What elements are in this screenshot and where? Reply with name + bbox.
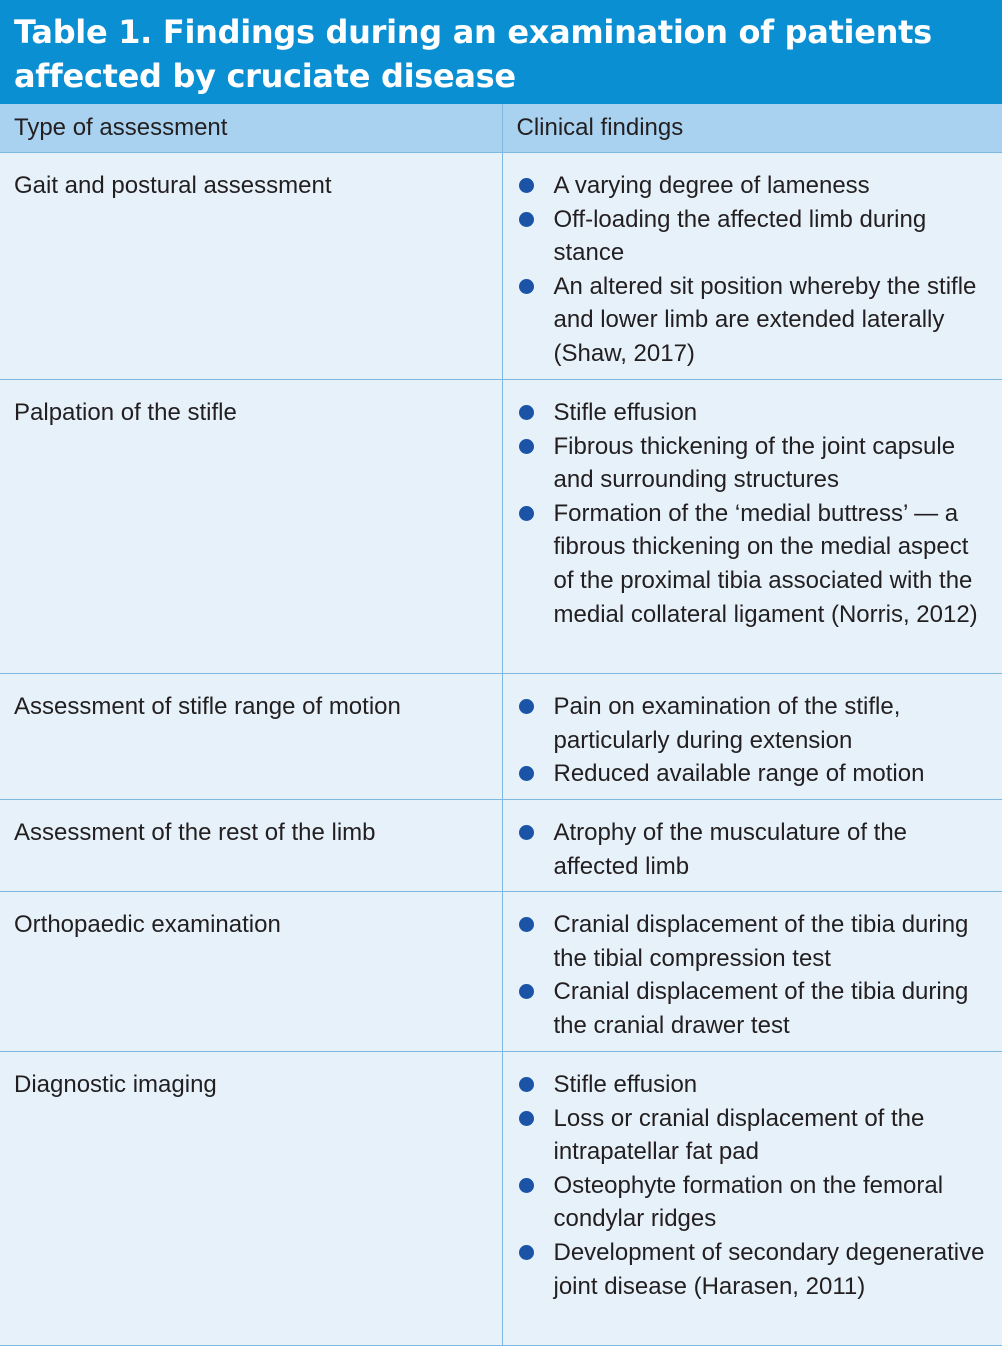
bullet-icon xyxy=(519,439,534,454)
list-item: Cranial displacement of the tibia during the cranial drawer test xyxy=(517,975,995,1042)
assessment-cell: Orthopaedic examination xyxy=(0,892,502,1052)
findings-cell xyxy=(502,800,1002,892)
table-row xyxy=(0,892,1002,1052)
bullet-icon xyxy=(519,405,534,420)
table-header-row xyxy=(0,104,1002,153)
findings-cell xyxy=(502,892,1002,1052)
assessment-cell: Assessment of stifle range of motion xyxy=(0,674,502,800)
findings-list xyxy=(517,816,995,883)
findings-list xyxy=(517,396,995,631)
table-row xyxy=(0,1052,1002,1346)
table-row xyxy=(0,380,1002,674)
assessment-cell: Gait and postural assessment xyxy=(0,153,502,380)
bullet-icon xyxy=(519,212,534,227)
findings-cell xyxy=(502,380,1002,674)
list-item: A varying degree of lameness xyxy=(517,169,995,203)
findings-cell xyxy=(502,1052,1002,1346)
findings-list xyxy=(517,1068,995,1303)
bullet-icon xyxy=(519,1077,534,1092)
list-item: Atrophy of the musculature of the affected limb xyxy=(517,816,995,883)
list-item: Reduced available range of motion xyxy=(517,757,995,791)
list-item: An altered sit position whereby the stifle and lower limb are extended laterally (Shaw, 2017) xyxy=(517,270,995,371)
assessment-cell: Diagnostic imaging xyxy=(0,1052,502,1346)
list-item: Off-loading the affected limb during stance xyxy=(517,203,995,270)
bullet-icon xyxy=(519,178,534,193)
list-item: Stifle effusion xyxy=(517,1068,995,1102)
list-item: Fibrous thickening of the joint capsule and surrounding structures xyxy=(517,430,995,497)
table-row xyxy=(0,800,1002,892)
table-title: Table 1. Findings during an examination of patients affected by cruciate disease xyxy=(0,0,1002,104)
bullet-icon xyxy=(519,917,534,932)
bullet-icon xyxy=(519,1111,534,1126)
header-type-of-assessment: Type of assessment xyxy=(0,104,502,153)
bullet-icon xyxy=(519,984,534,999)
bullet-icon xyxy=(519,1245,534,1260)
header-clinical-findings: Clinical findings xyxy=(502,104,1002,153)
bullet-icon xyxy=(519,825,534,840)
findings-list xyxy=(517,908,995,1042)
list-item: Development of secondary degenerative joint disease (Harasen, 2011) xyxy=(517,1236,995,1303)
assessment-cell: Palpation of the stifle xyxy=(0,380,502,674)
findings-cell xyxy=(502,674,1002,800)
list-item: Pain on examination of the stifle, particularly during extension xyxy=(517,690,995,757)
bullet-icon xyxy=(519,1178,534,1193)
bullet-icon xyxy=(519,766,534,781)
bullet-icon xyxy=(519,699,534,714)
findings-table xyxy=(0,104,1002,1346)
table-row xyxy=(0,153,1002,380)
assessment-cell: Assessment of the rest of the limb xyxy=(0,800,502,892)
bullet-icon xyxy=(519,506,534,521)
bullet-icon xyxy=(519,279,534,294)
list-item: Formation of the ‘medial buttress’ — a fibrous thickening on the medial aspect of the proximal tibia associated with the medial collateral ligament (Norris, 2012) xyxy=(517,497,995,631)
list-item: Osteophyte formation on the femoral condylar ridges xyxy=(517,1169,995,1236)
list-item: Cranial displacement of the tibia during the tibial compression test xyxy=(517,908,995,975)
table-row xyxy=(0,674,1002,800)
findings-list xyxy=(517,690,995,791)
list-item: Stifle effusion xyxy=(517,396,995,430)
findings-cell xyxy=(502,153,1002,380)
findings-list xyxy=(517,169,995,371)
list-item: Loss or cranial displacement of the intrapatellar fat pad xyxy=(517,1102,995,1169)
